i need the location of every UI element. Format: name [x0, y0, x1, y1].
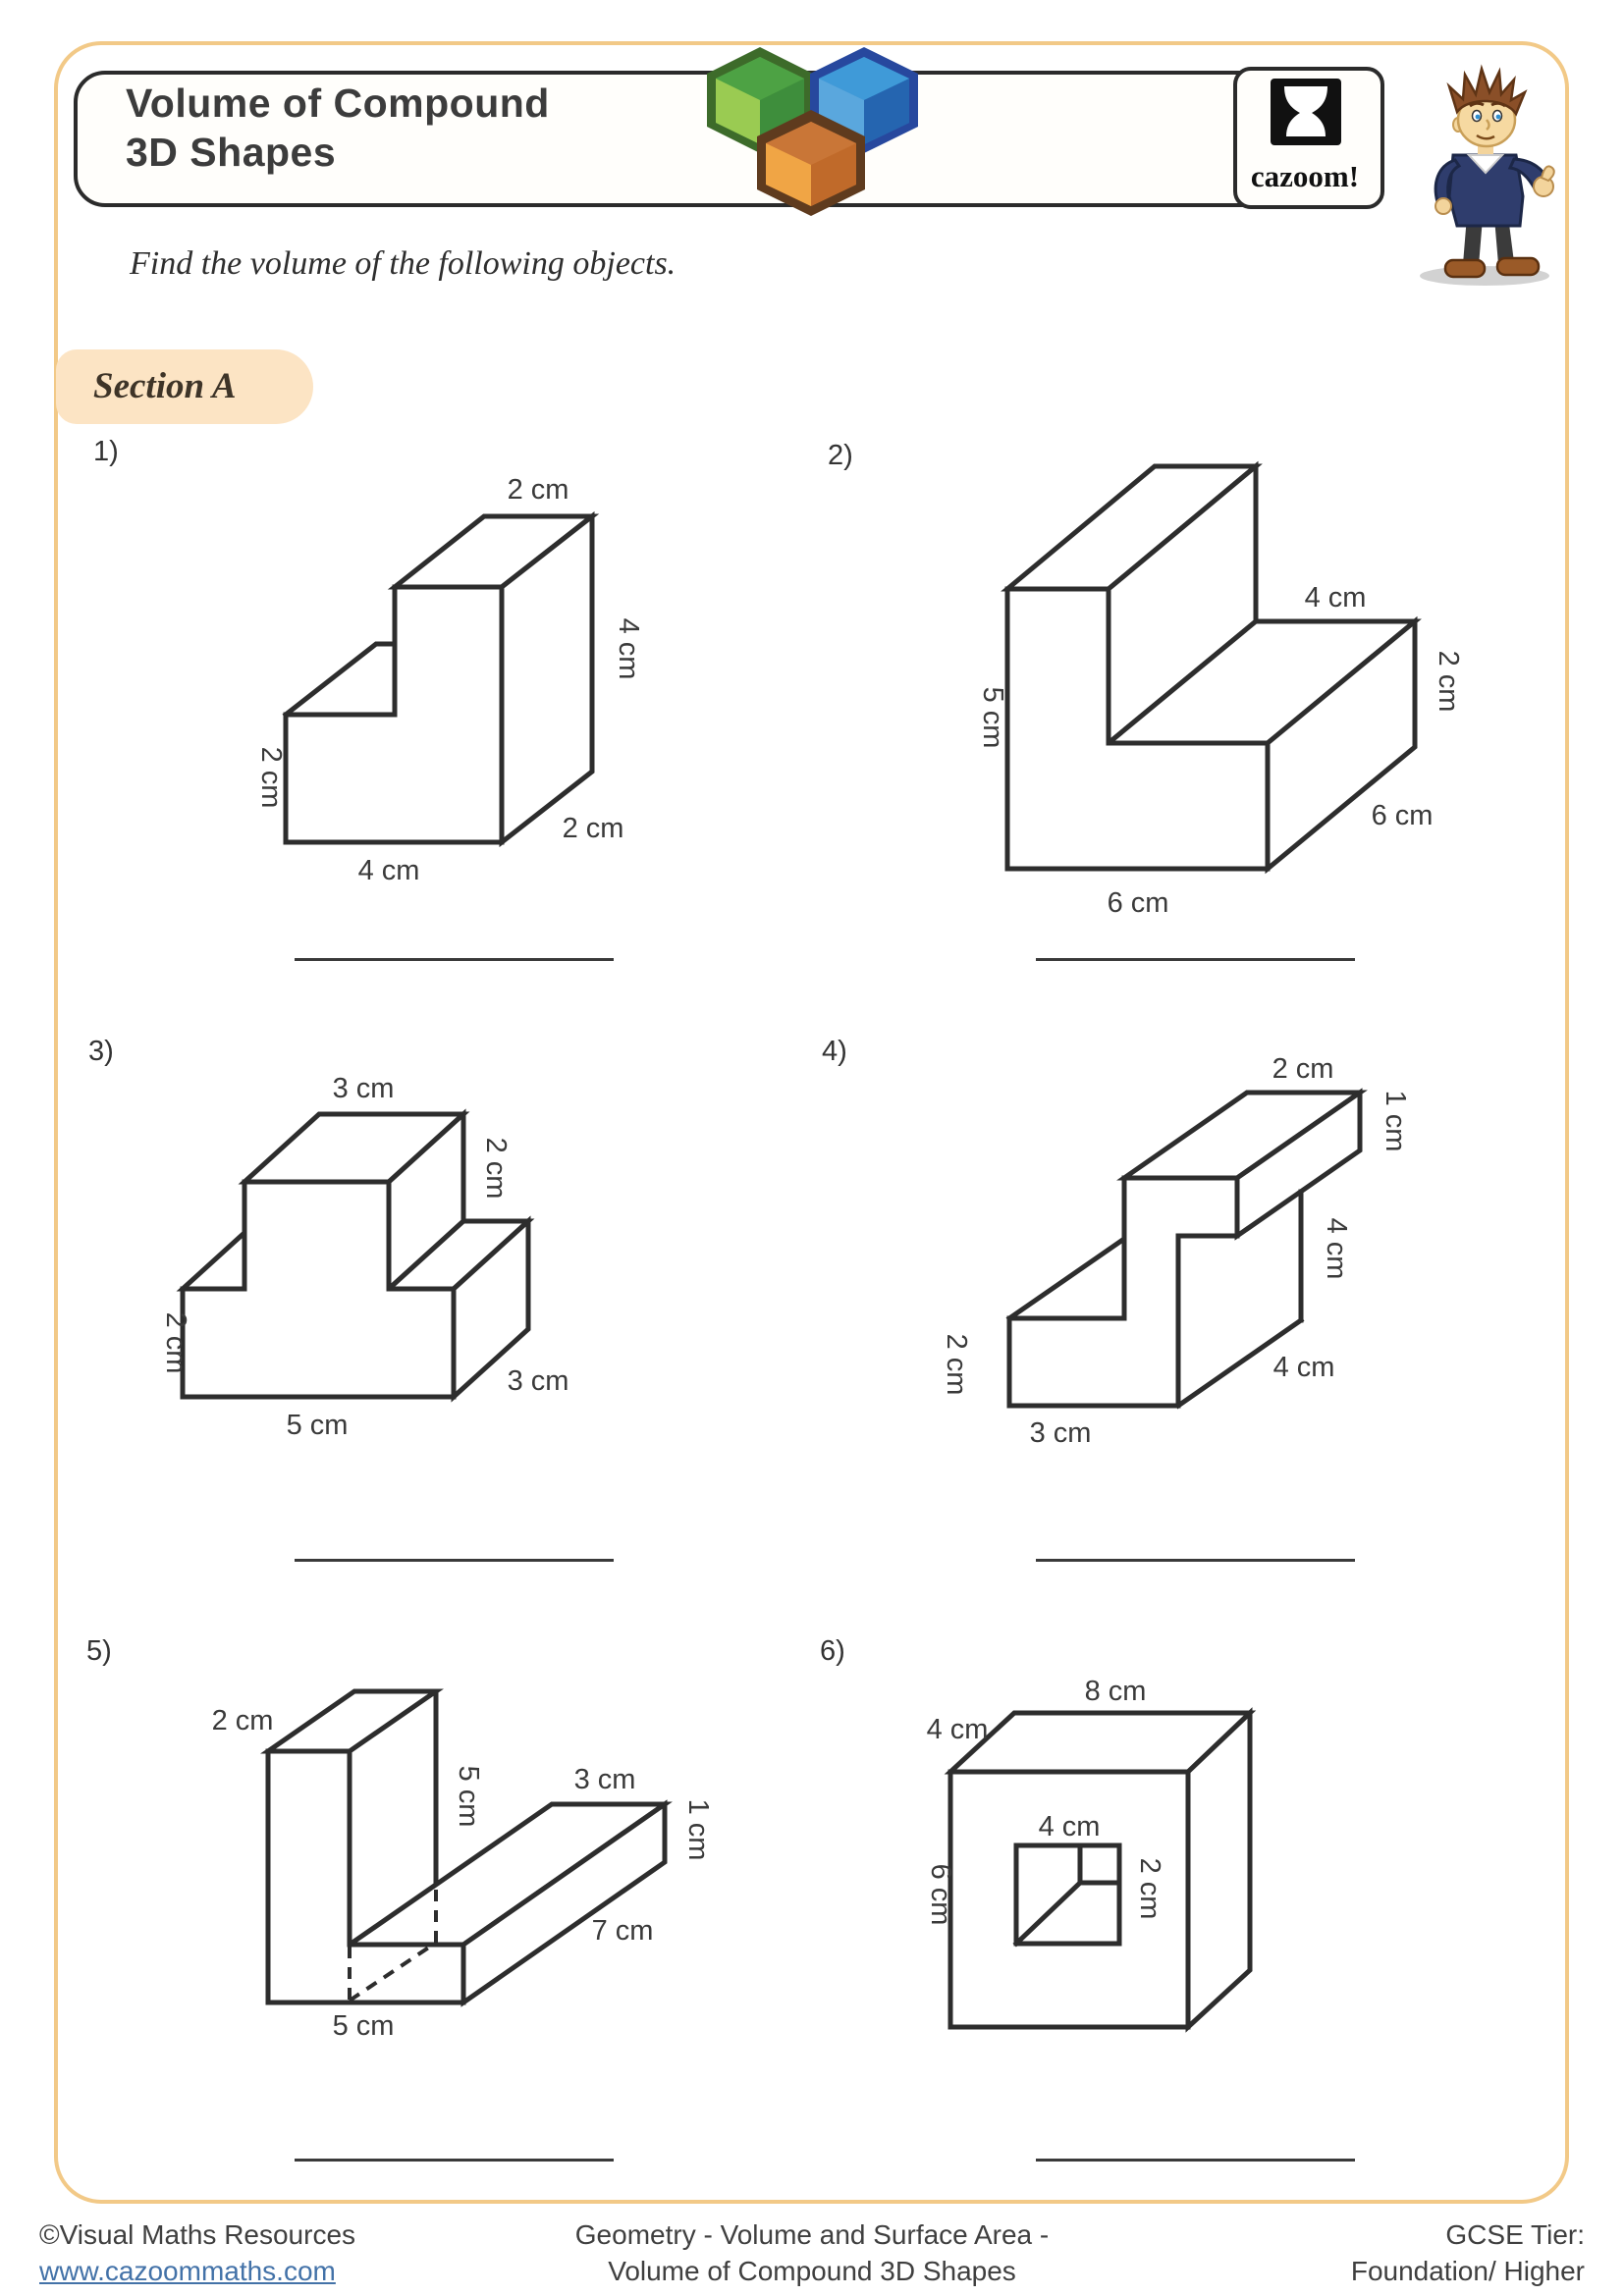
problem-1-shape: [226, 432, 658, 903]
dim-left: 2 cm: [255, 746, 287, 809]
dim-left: 6 cm: [925, 1863, 956, 1926]
footer-tier: [1192, 2216, 1585, 2289]
website-link[interactable]: www.cazoommaths.com: [39, 2256, 336, 2286]
dim-bottom: 6 cm: [1107, 887, 1169, 919]
problem-1-number: 1): [93, 436, 119, 467]
dim-bottom: 5 cm: [332, 2010, 395, 2042]
dim-hole-top: 4 cm: [1038, 1811, 1101, 1842]
problem-5-shape: [206, 1669, 717, 2061]
right-shoe: [1497, 258, 1539, 275]
dim-top-left: 2 cm: [211, 1705, 274, 1736]
dim-depth: 3 cm: [507, 1365, 569, 1397]
answer-line-3: [295, 1559, 614, 1562]
dim-top: 2 cm: [507, 474, 569, 506]
cazoom-logo: [1233, 67, 1377, 201]
answer-line-5: [295, 2159, 614, 2162]
dim-slab-right: 5 cm: [453, 1765, 484, 1828]
tier-line2: Foundation/ Higher: [1350, 2256, 1585, 2286]
footer-topic-line2: Volume of Compound 3D Shapes: [608, 2256, 1016, 2286]
dim-left: 2 cm: [941, 1333, 972, 1396]
dim-top: 3 cm: [332, 1073, 395, 1104]
dim-hole-right: 2 cm: [1134, 1857, 1165, 1920]
dim-bottom: 3 cm: [1029, 1417, 1092, 1449]
title-line2: 3D Shapes: [126, 130, 337, 175]
problem-6-shape: [884, 1659, 1306, 2071]
dim-right: 4 cm: [613, 617, 644, 680]
step-top-edges: [286, 644, 395, 715]
dim-right: 2 cm: [1433, 650, 1464, 713]
hexagon-cubes-icon: [702, 39, 938, 245]
dim-depth: 6 cm: [1371, 800, 1434, 831]
logo-wordmark: cazoom!: [1250, 159, 1360, 193]
answer-line-2: [1036, 958, 1355, 961]
dim-bar-end: 1 cm: [682, 1798, 714, 1861]
problem-5-number: 5): [86, 1635, 112, 1667]
front-face: [286, 587, 502, 842]
dim-top-right: 1 cm: [1380, 1090, 1411, 1152]
dim-right: 4 cm: [1321, 1217, 1352, 1280]
right-face: [1188, 1713, 1250, 2027]
dim-bottom: 5 cm: [286, 1410, 349, 1441]
footer-topic-line1: Geometry - Volume and Surface Area -: [574, 2219, 1050, 2250]
problem-3-shape: [128, 1060, 589, 1472]
section-a-label: Section A: [93, 366, 237, 406]
problem-4-number: 4): [822, 1036, 847, 1067]
section-a-badge: [56, 349, 313, 424]
dim-upper-right: 2 cm: [480, 1137, 512, 1200]
slab-top-oblique: [1009, 1239, 1124, 1318]
left-hand: [1435, 198, 1451, 214]
dim-left: 2 cm: [160, 1311, 191, 1374]
instruction-text: Find the volume of the following objects.: [130, 245, 677, 282]
slab-top-face: [268, 1691, 436, 1751]
thumb: [1542, 166, 1554, 181]
dim-bar-top: 3 cm: [573, 1764, 636, 1795]
mascot-boy: [1398, 49, 1575, 290]
problem-4-shape: [884, 1041, 1434, 1472]
dim-bottom: 4 cm: [357, 855, 420, 886]
answer-line-1: [295, 958, 614, 961]
right-iris: [1496, 115, 1501, 120]
answer-line-4: [1036, 1559, 1355, 1562]
page-title: [126, 79, 715, 177]
tier-line1: GCSE Tier:: [1445, 2219, 1585, 2250]
footer-copyright: [39, 2216, 355, 2289]
problem-6-number: 6): [820, 1635, 845, 1667]
dim-depth: 2 cm: [562, 813, 624, 844]
problem-2-shape: [923, 422, 1483, 933]
dim-top-left: 4 cm: [926, 1714, 989, 1745]
dim-top: 2 cm: [1272, 1053, 1334, 1085]
copyright-text: ©Visual Maths Resources: [39, 2219, 356, 2250]
dim-top: 8 cm: [1084, 1676, 1147, 1707]
left-shoe: [1445, 260, 1485, 277]
answer-line-6: [1036, 2159, 1355, 2162]
left-iris: [1476, 115, 1481, 120]
dim-depth: 4 cm: [1272, 1352, 1335, 1383]
dim-top: 4 cm: [1304, 582, 1367, 614]
footer-center: [419, 2216, 1205, 2289]
title-line1: Volume of Compound: [126, 80, 550, 126]
problem-2-number: 2): [828, 440, 853, 471]
dim-left: 5 cm: [977, 686, 1008, 749]
problem-3-number: 3): [88, 1036, 114, 1067]
dim-bar-length: 7 cm: [591, 1915, 654, 1947]
